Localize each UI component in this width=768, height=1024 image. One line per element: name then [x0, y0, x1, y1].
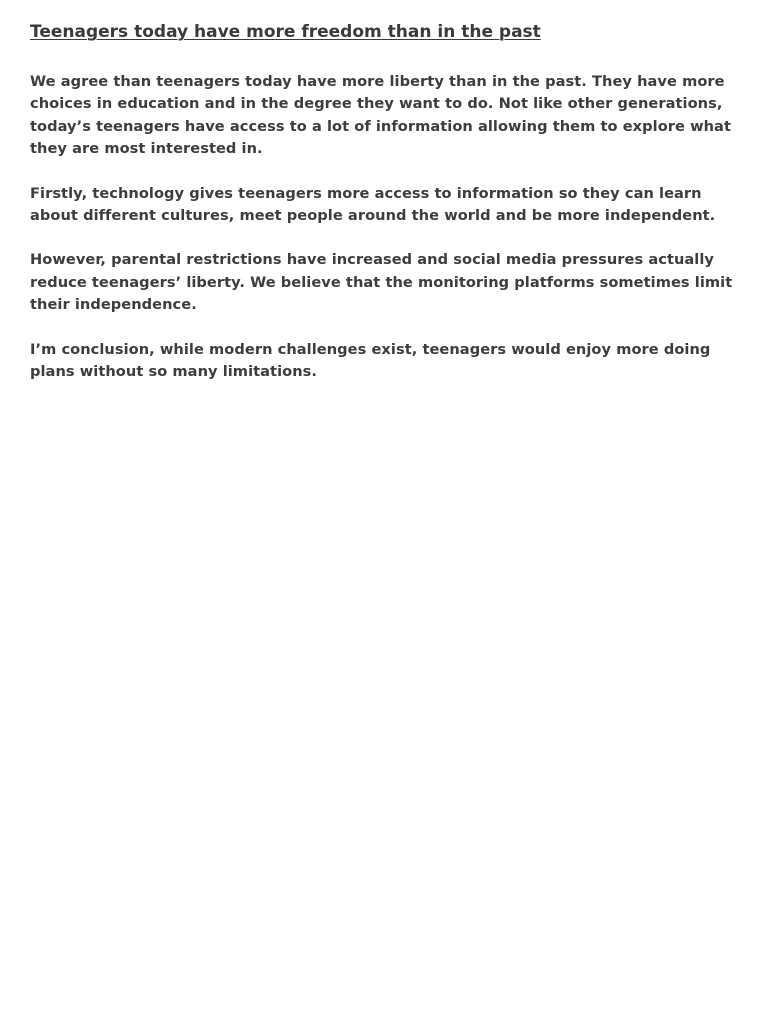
- paragraph-restrictions: However, parental restrictions have increased and social media pressures actually reduce teenagers’ liberty. We believe that the monitoring platforms sometimes limit their independence.: [30, 251, 733, 314]
- paragraph-intro: We agree than teenagers today have more liberty than in the past. They have more choices in education and in the degree they want to do. Not like other generations, today’s teenagers have access to a lot of information allowing them to explore what they are most interested in.: [30, 73, 731, 158]
- document-title: Teenagers today have more freedom than in the past: [30, 22, 541, 42]
- document-body: [30, 18, 742, 405]
- paragraph-technology: Firstly, technology gives teenagers more access to information so they can learn about different cultures, meet people around the world and be more independent.: [30, 184, 716, 225]
- paragraph-conclusion: I’m conclusion, while modern challenges exist, teenagers would enjoy more doing plans without so many limitations.: [30, 340, 711, 381]
